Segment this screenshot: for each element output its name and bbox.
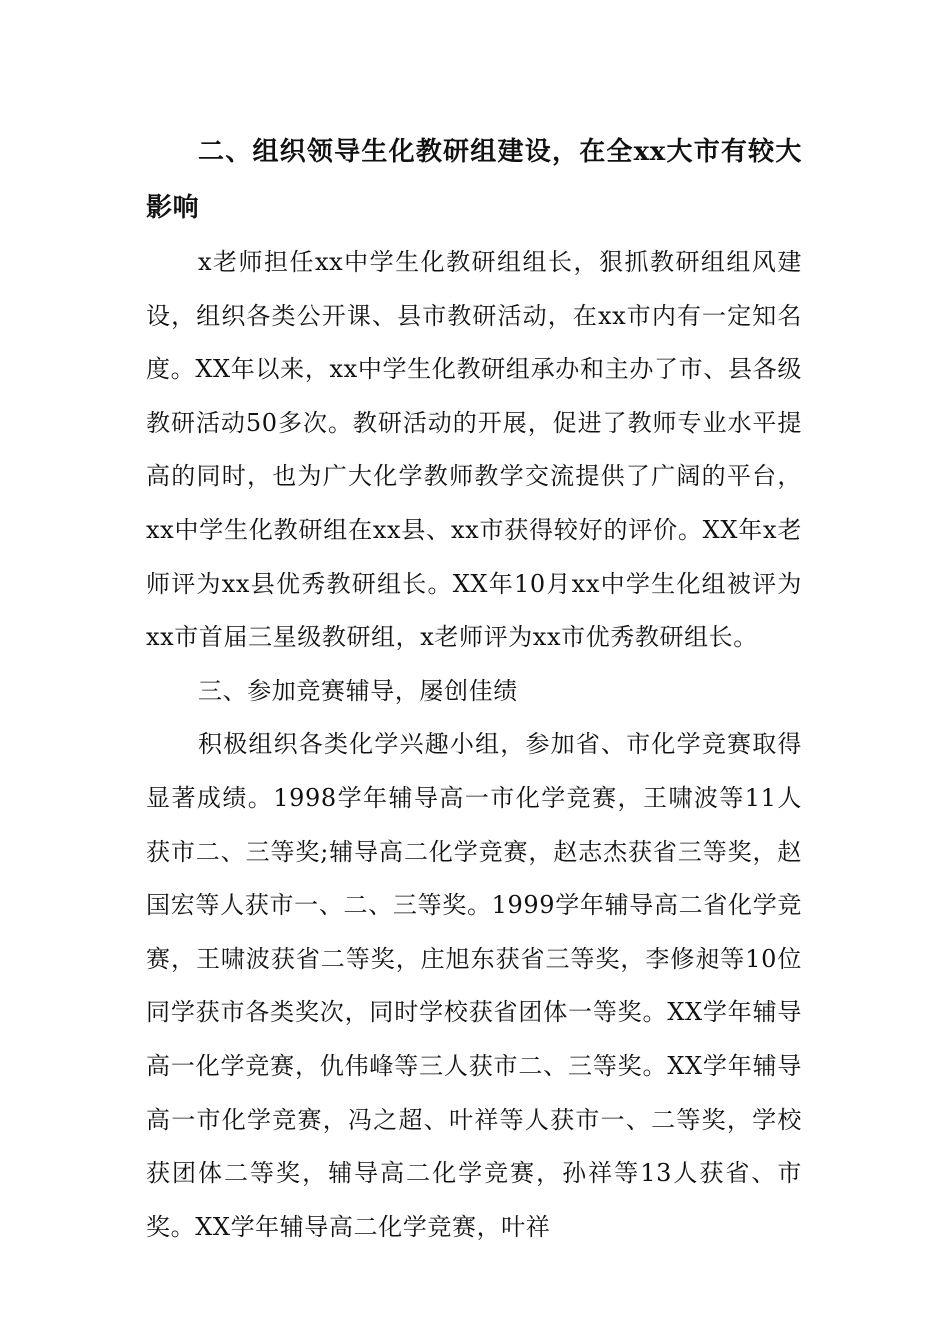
section-heading-3: 三、参加竞赛辅导，屡创佳绩: [198, 676, 518, 705]
section-heading-2: 二、组织领导生化教研组建设，在全xx大市有较大影响: [146, 137, 802, 223]
paragraph-competition-coaching: 积极组织各类化学兴趣小组，参加省、市化学竞赛取得显著成绩。1998学年辅导高一市化学竞赛，王啸波等11人获市二、三等奖;辅导高二化学竞赛，赵志杰获省三等奖，赵国宏等人获市一、二、三等奖。1999学年辅导高二省化学竞赛，王啸波获省二等奖，庄旭东获省三等奖，李修昶等10位同学获市各类奖次，同时学校获省团体一等奖。XX学年辅导高一化学竞赛，仇伟峰等三人获市二、三等奖。XX学年辅导高一市化学竞赛，冯之超、叶祥等人获市一、二等奖，学校获团体二等奖，辅导高二化学竞赛，孙祥等13人获省、市奖。XX学年辅导高二化学竞赛，叶祥: [146, 730, 802, 1241]
document-body: [146, 124, 802, 1254]
paragraph-teaching-research-group: x老师担任xx中学生化教研组组长，狠抓教研组组风建设，组织各类公开课、县市教研活动，在xx市内有一定知名度。XX年以来，xx中学生化教研组承办和主办了市、县各级教研活动50多次。教研活动的开展，促进了教师专业水平提高的同时，也为广大化学教师教学交流提供了广阔的平台，xx中学生化教研组在xx县、xx市获得较好的评价。XX年x老师评为xx县优秀教研组长。XX年10月xx中学生化组被评为xx市首届三星级教研组，x老师评为xx市优秀教研组长。: [146, 248, 802, 652]
